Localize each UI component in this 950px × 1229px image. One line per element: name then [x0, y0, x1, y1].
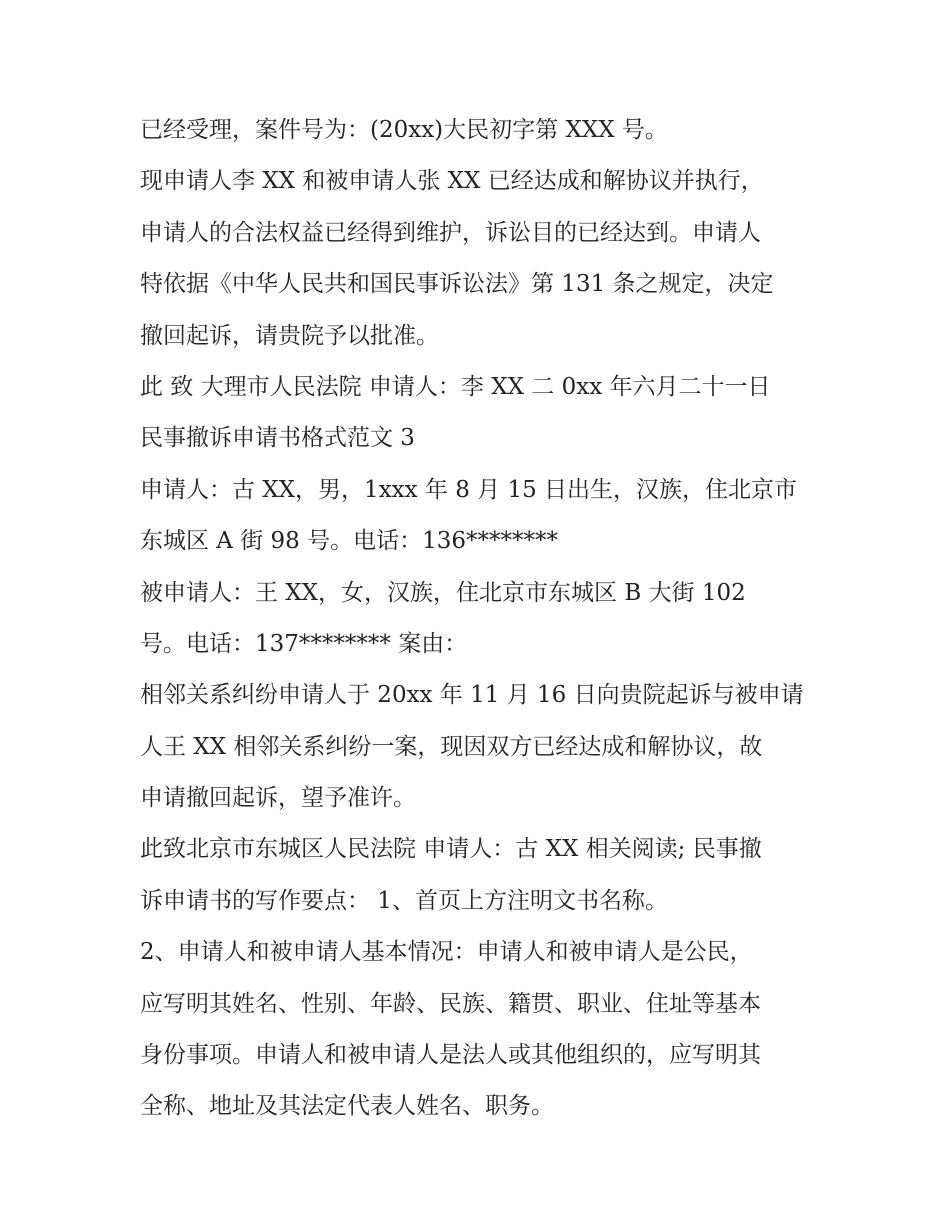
text-line: 申请撤回起诉，望予准许。 — [140, 785, 416, 812]
text-line: 撤回起诉，请贵院予以批准。 — [140, 322, 439, 349]
text-line: 现申请人李 XX 和被申请人张 XX 已经达成和解协议并执行， — [140, 168, 764, 195]
text-line: 申请人：古 XX，男，1xxx 年 8 月 15 日出生，汉族，住北京市 — [140, 476, 798, 503]
text-line: 号。电话：137******** 案由： — [140, 630, 468, 657]
text-line: 身份事项。申请人和被申请人是法人或其他组织的，应写明其 — [140, 1042, 761, 1069]
text-line: 特依据《中华人民共和国民事诉讼法》第 131 条之规定，决定 — [140, 271, 774, 298]
text-line: 东城区 A 街 98 号。电话：136******** — [140, 528, 559, 555]
text-line: 相邻关系纠纷申请人于 20xx 年 11 月 16 日向贵院起诉与被申请 — [140, 682, 804, 709]
text-line: 已经受理，案件号为：(20xx)大民初字第 XXX 号。 — [140, 117, 668, 143]
text-line: 此致北京市东城区人民法院 申请人：古 XX 相关阅读; 民事撤 — [140, 836, 762, 863]
text-line: 被申请人：王 XX，女，汉族，住北京市东城区 B 大街 102 — [140, 579, 746, 606]
text-line: 全称、地址及其法定代表人姓名、职务。 — [140, 1093, 554, 1120]
text-line: 2、申请人和被申请人基本情况：申请人和被申请人是公民， — [140, 939, 753, 966]
text-line: 民事撤诉申请书格式范文 3 — [140, 425, 415, 452]
text-line: 此 致 大理市人民法院 申请人：李 XX 二 0xx 年六月二十一日 — [140, 373, 771, 400]
text-line: 人王 XX 相邻关系纠纷一案，现因双方已经达成和解协议，故 — [140, 733, 763, 760]
text-line: 应写明其姓名、性别、年龄、民族、籍贯、职业、住址等基本 — [140, 990, 761, 1017]
document-body — [140, 105, 830, 1133]
text-line: 诉申请书的写作要点： 1、首页上方注明文书名称。 — [140, 887, 668, 914]
text-line: 申请人的合法权益已经得到维护，诉讼目的已经达到。申请人 — [140, 219, 761, 246]
